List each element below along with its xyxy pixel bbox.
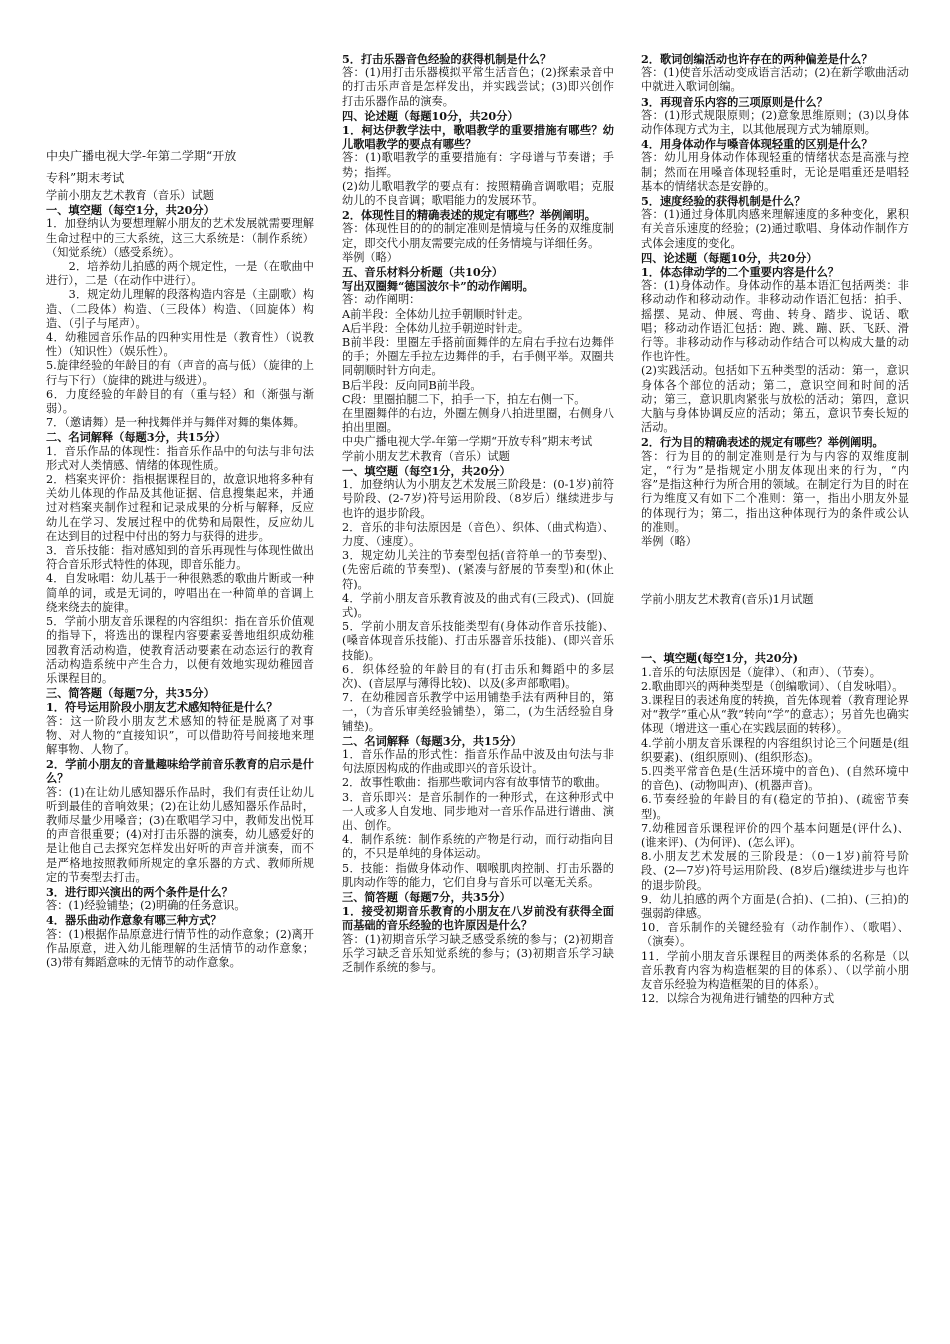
col1-text-block: 7．（邀请舞）是一种找舞伴并与舞伴对舞的集体舞。	[46, 416, 305, 430]
col1-text-block: 2．档案夹评价：指根据课程目的，故意识地将多种有关幼儿体现的作品及其他证据、信息搜集起来，并通过对档案夹制作过程和记录成果的分析与解释，反应幼儿在学习、发展过程中的优势和局限性，反应幼儿在达到目的过程中付出的努力与获得的进步。	[46, 473, 314, 543]
col3-text-block: 1．体态律动学的二个重要内容是什么？	[641, 265, 839, 280]
col3-text-block: 4．用身体动作与嗓音体现轻重的区别是什么？	[641, 137, 873, 152]
col2-text-block: 中央广播电视大学-年第一学期“开放专科”期末考试	[342, 435, 593, 449]
col1-text-block: 1．符号运用阶段小朋友艺术感知特征是什么？	[46, 700, 278, 715]
col2-text-block: 一、填空题（每空1分，共20分）	[342, 463, 511, 478]
col1-text-block: 答：(1)在让幼儿感知器乐作品时，我们有责任让幼儿听到最佳的音响效果；(2)在让幼儿感知器乐作品时，教师尽量少用嗓音；(3)在歌唱学习中，教师发出悦耳的声音很重要；(4)对打击乐器的演奏，幼儿感爱好的是让他自己去探究怎样发出好听的声音并演奏，而不是严格地按照教师所规定的拿乐器的方式、教师所规定的节奏型去打击。	[46, 785, 314, 884]
col3-text-block: 6.节奏经验的年龄目的有(稳定的节拍)、(疏密节奏型)。	[641, 793, 909, 821]
col2-text-block: 四、论述题（每题10分，共20分）	[342, 108, 519, 123]
col2-text-block: 2．故事性歌曲：指那些歌词内容有故事情节的歌曲。	[342, 776, 607, 790]
col3-text-block	[641, 623, 909, 635]
col2-text-block: 1．柯达伊教学法中，歌唱教学的重要措施有哪些？幼儿歌唱教学的要点有哪些？	[342, 123, 614, 152]
col1-text-block: 1．音乐作品的体现性：指音乐作品中的句法与非句法形式对人类情感、情绪的体现性质。	[46, 444, 314, 472]
col1-text-block: 一、填空题（每空1分，共20分）	[46, 203, 215, 218]
col2-text-block: 5．学前小朋友音乐技能类型有(身体动作音乐技能)、(嗓音体现音乐技能)、打击乐器音乐技能)、(即兴音乐技能)。	[342, 620, 614, 662]
col3-text-block: 1.音乐的句法原因是（旋律）、（和声）、（节奏）。	[641, 665, 881, 679]
col2-text-block: 3．音乐即兴：是音乐制作的一种形式，在这种形式中一人或多人自发地、同步地对一音乐作品进行谱曲、演出、创作。	[342, 790, 614, 832]
col2-text-block: 学前小朋友艺术教育（音乐）试题	[342, 449, 510, 463]
col1-text-block: 4．幼稚园音乐作品的四种实用性是（教育性）（说教性）（知识性）（娱乐性）。	[46, 331, 314, 359]
column-middle	[342, 0, 614, 1344]
col2-text-block: (2)幼儿歌唱教学的要点有：按照精确音调歌唱；克服幼儿的不良音调；歌唱能力的发展环节。	[342, 179, 614, 208]
col2-text-block: B前半段：里圈左手搭前面舞伴的左肩右手拉右边舞伴的手；外圈左手拉左边舞伴的手，右手侧平举。双圈共同朝顺时针方向走。	[342, 336, 614, 378]
col2-text-block: 1．加登纳认为小朋友艺术发展三阶段是：(0-1岁)前符号阶段、(2-7岁)符号运用阶段、（8岁后）继续进步与也许的退步阶段。	[342, 478, 614, 520]
col2-text-block: 7．在幼稚园音乐教学中运用铺垫手法有两种目的，第一，（为音乐审美经验铺垫），第二，(为生活经验自身铺垫)。	[342, 691, 614, 733]
col1-text-block: 6．力度经验的年龄目的有（重与轻）和（渐强与渐弱）。	[46, 387, 314, 416]
col2-text-block: 三、简答题（每题7分，共35分）	[342, 889, 511, 904]
col2-text-block: 在里圈舞伴的右边，外圈左侧身八拍进里圈，右侧身八拍出里圈。	[342, 407, 614, 435]
col1-text-block: 2．培养幼儿拍感的两个规定性，一是（在歌曲中进行），二是（在动作中进行）。	[46, 260, 314, 288]
col2-text-block: 4．制作系统：制作系统的产物是行动，而行动指向目的，不只是单纯的身体运动。	[342, 833, 614, 861]
col3-text-block: 举例（略）	[641, 534, 697, 548]
col2-text-block: A后半段：全体幼儿拉手朝逆时针走。	[342, 321, 530, 335]
col3-text-block: 10．音乐制作的关键经验有（动作制作）、（歌唱）、（演奏）。	[641, 921, 909, 949]
col1-text-block: 答：这一阶段小朋友艺术感知的特征是脱离了对事物、对人物的“直接知识”，可以借助符号间接地来理解事物、人物了。	[46, 714, 314, 756]
col3-text-block: 学前小朋友艺术教育(音乐)1月试题	[641, 593, 814, 607]
col3-text-block: 2.歌曲即兴的两种类型是（创编歌词）、（自发咏唱）。	[641, 679, 904, 693]
col1-text-block: 4．自发咏唱：幼儿基于一种很熟悉的歌曲片断或一种简单的词，或是无词的，哼唱出在一种简单的音调上绕来绕去的旋律。	[46, 572, 314, 614]
col1-text-block: 2．学前小朋友的音量趣味给学前音乐教育的启示是什么？	[46, 757, 314, 786]
col1-text-block: 1．加登纳认为要想理解小朋友的艺术发展就需要理解生命过程中的三大系统，这三大系统是：（制作系统）（知觉系统）（感受系统）。	[46, 217, 314, 259]
col3-text-block: 答：行为目的的制定准则是行为与内容的双维度制定，“行为”是指规定小朋友体现出来的行为，“内容”是指这种行为所合用的领域。在制定行为目的时在行为维度又有如下二个准则：第一，指出小朋友外显的体现行为；第二，指出这种体现行为的条件或公认的准则。	[641, 449, 909, 534]
col2-text-block: 2．音乐的非句法原因是（音色）、织体、（曲式构造）、力度、（速度）。	[342, 520, 614, 548]
col3-text-block: 四、论述题（每题10分，共20分）	[641, 250, 818, 265]
col3-text-block: 9．幼儿拍感的两个方面是(合拍)、(二拍)、(三拍)的强弱韵律感。	[641, 892, 909, 920]
col3-text-block: 7.幼稚园音乐课程评价的四个基本问题是(评什么)、(谁来评)、(为何评)、(怎么评)。	[641, 821, 909, 849]
column-right	[641, 0, 909, 1344]
col1-text-block: 3．音乐技能：指对感知到的音乐再现性与体现性做出符合音乐形式特性的体现，即音乐能力。	[46, 544, 314, 572]
col2-text-block: 举例（略）	[342, 250, 398, 264]
col2-text-block: 6．织体经验的年龄目的有(打击乐和舞蹈中的多层次)、(音层厚与薄得比较)、以及(多声部歌唱)。	[342, 662, 614, 690]
col3-text-block: 8.小朋友艺术发展的三阶段是：（0－1岁)前符号阶段、(2—7岁)符号运用阶段、(8岁后)继续进步与也许的退步阶段。	[641, 850, 909, 892]
col3-text-block: 12．以综合为视角进行铺垫的四种方式	[641, 992, 835, 1006]
col3-text-block: 答：幼儿用身体动作体现轻重的情绪状态是高涨与控制；然而在用嗓音体现轻重时，无论是唱重还是唱轻基本的情绪状态是安静的。	[641, 151, 909, 193]
col3-text-block: 答：(1)形式规限原则；(2)意象思维原则；(3)以身体动作体现方式为主，以其他展现方式为辅原则。	[641, 108, 909, 137]
col1-text-block: 3．规定幼儿理解的段落构造内容是（主副歌）构造、（二段体）构造、（三段体）构造、（回旋体）构造、（引子与尾声）。	[46, 288, 314, 330]
col2-text-block: 写出双圈舞“德国波尔卡”的动作阐明。	[342, 279, 534, 294]
col3-text-block: 答：(1)身体动作。身体动作的基本语汇包括两类：非移动动作和移动动作。非移动动作语汇包括：拍手、摇摆、晃动、伸展、弯曲、转身、踏步、说话、歌唱；移动动作语汇包括：跑、跳、蹦、跃、飞跃、滑行等。非移动动作与移动动作结合可以构成大量的动作也许性。	[641, 279, 909, 364]
col1-text-block: 5.旋律经验的年龄目的有（声音的高与低）（旋律的上行与下行）（旋律的跳进与级进）。	[46, 359, 314, 387]
col2-text-block: 答：动作阐明：	[342, 293, 421, 307]
col3-text-block: 3.课程目的表述角度的转换，首先体现着（教育理论界对“教学”重心从“教”转向“学”的意志）；另首先也确实体现（增进这一重心在实践层面的转移）。	[641, 693, 909, 736]
col2-text-block: B后半段：反向同B前半段。	[342, 378, 482, 392]
col2-text-block: 五、音乐材料分析题（共10分）	[342, 265, 504, 280]
col2-text-block: 答：(1)用打击乐器模拟平常生活音色；(2)探索录音中的打击乐声音是怎样发出，并实践尝试；(3)即兴创作打击乐器作品的演奏。	[342, 66, 614, 108]
col1-text-block: 答：(1)根据作品原意进行情节性的动作意象；(2)离开作品原意，进入幼儿能理解的生活情节的动作意象；(3)带有舞蹈意味的无情节的动作意象。	[46, 927, 314, 969]
col2-text-block: 5．打击乐器音色经验的获得机制是什么？	[342, 52, 552, 66]
col1-text-block: 3．进行即兴演出的两个条件是什么？	[46, 884, 233, 899]
col1-text-block: 二、名词解释（每题3分，共15分）	[46, 430, 226, 445]
col1-text-block: 三、简答题（每题7分，共35分）	[46, 686, 215, 701]
col3-text-block: 3．再现音乐内容的三项原则是什么？	[641, 94, 828, 109]
col2-text-block: 1．音乐作品的形式性：指音乐作品中波及由句法与非句法原因构成的作曲或即兴的音乐设计。	[342, 747, 614, 776]
col3-text-block: 一、填空题(每空1分，共20分)	[641, 651, 799, 666]
col2-text-block: 3．规定幼儿关注的节奏型包括(音符单一的节奏型)、(先密后疏的节奏型)、(紧凑与舒展的节奏型)和(休止符)。	[342, 549, 614, 591]
col2-text-block: 5．技能：指做身体动作、咽喉肌肉控制、打击乐器的肌肉动作等的能力，它们自身与音乐可以毫无关系。	[342, 861, 614, 889]
col2-text-block: A前半段：全体幼儿拉手朝顺时针走。	[342, 307, 530, 321]
col1-text-block: 中央广播电视大学-年第二学期“开放	[46, 149, 237, 163]
col3-text-block: (2)实践活动。包括如下五种类型的活动：第一，意识身体各个部位的活动；第二，意识空间和时间的活动；第三，意识肌肉紧张与放松的活动；第四，意识大脑与身体协调反应的活动；第五，意识节奏长短的活动。	[641, 364, 909, 435]
col2-text-block: 答：体现性目的的的制定准则是情境与任务的双维度制定，即交代小朋友需要完成的任务情境与详细任务。	[342, 222, 614, 250]
col2-text-block: 4．学前小朋友音乐教育波及的曲式有(三段式)、(回旋式)。	[342, 591, 614, 619]
col3-text-block: 4.学前小朋友音乐课程的内容组织讨论三个问题是(组织要素)、(组织原则)、(组织形态)。	[641, 736, 909, 764]
col2-text-block: 二、名词解释（每题3分，共15分）	[342, 733, 522, 748]
col1-text-block: 专科”期末考试	[46, 171, 125, 185]
col3-text-block: 5．速度经验的获得机制是什么？	[641, 194, 806, 209]
col3-text-block	[641, 565, 909, 577]
col3-text-block: 5.四类平常音色是(生活环境中的音色)、(自然环境中的音色)、(动物叫声)、(机器声音)。	[641, 764, 909, 793]
col1-text-block: 答：(1)经验铺垫；(2)明确的任务意识。	[46, 899, 246, 913]
col2-text-block: 答：(1)初期音乐学习缺乏感受系统的参与；(2)初期音乐学习缺乏音乐知觉系统的参与；(3)初期音乐学习缺乏制作系统的参与。	[342, 932, 614, 974]
col2-text-block: C段：里圈拍腿二下，拍手一下，拍左右侧一下。	[342, 392, 586, 406]
col3-text-block: 11．学前小朋友音乐课程目的两类体系的名称是（以音乐教育内容为构造框架的目的体系）、（以学前小朋友音乐经验为构造框架的目的体系）。	[641, 949, 909, 991]
col3-text-block: 答：(1)使音乐活动变成语言活动；(2)在新学歌曲活动中就进入歌词创编。	[641, 66, 909, 94]
col2-text-block: 答：(1)歌唱教学的重要措施有：字母谱与节奏谱；手势；指挥。	[342, 151, 614, 179]
col3-text-block: 答：(1)通过身体肌肉感来理解速度的多种变化，累积有关音乐速度的经验；(2)通过歌唱、身体动作制作方式体会速度的变化。	[641, 208, 909, 250]
col1-text-block: 5．学前小朋友音乐课程的内容组织：指在音乐价值观的指导下，将选出的课程内容要素妥善地组织成幼稚园教育活动构造，使教育活动要素在动态运行的教育活动构造系统中产生合力，以便有效地实现幼稚园音乐课程目的。	[46, 615, 314, 685]
col1-text-block: 4．器乐曲动作意象有哪三种方式？	[46, 913, 222, 928]
col1-text-block: 学前小朋友艺术教育（音乐）试题	[46, 189, 214, 202]
col3-text-block: 2．行为目的精确表述的规定有哪些？举例阐明。	[641, 435, 884, 450]
col2-text-block: 2．体现性目的精确表述的规定有哪些？举例阐明。	[342, 208, 596, 223]
column-left	[46, 0, 314, 1344]
col2-text-block: 1．接受初期音乐教育的小朋友在八岁前没有获得全面而基础的音乐经验的也许原因是什么？	[342, 904, 614, 933]
col3-text-block: 2．歌词创编活动也许存在的两种偏差是什么？	[641, 52, 873, 66]
